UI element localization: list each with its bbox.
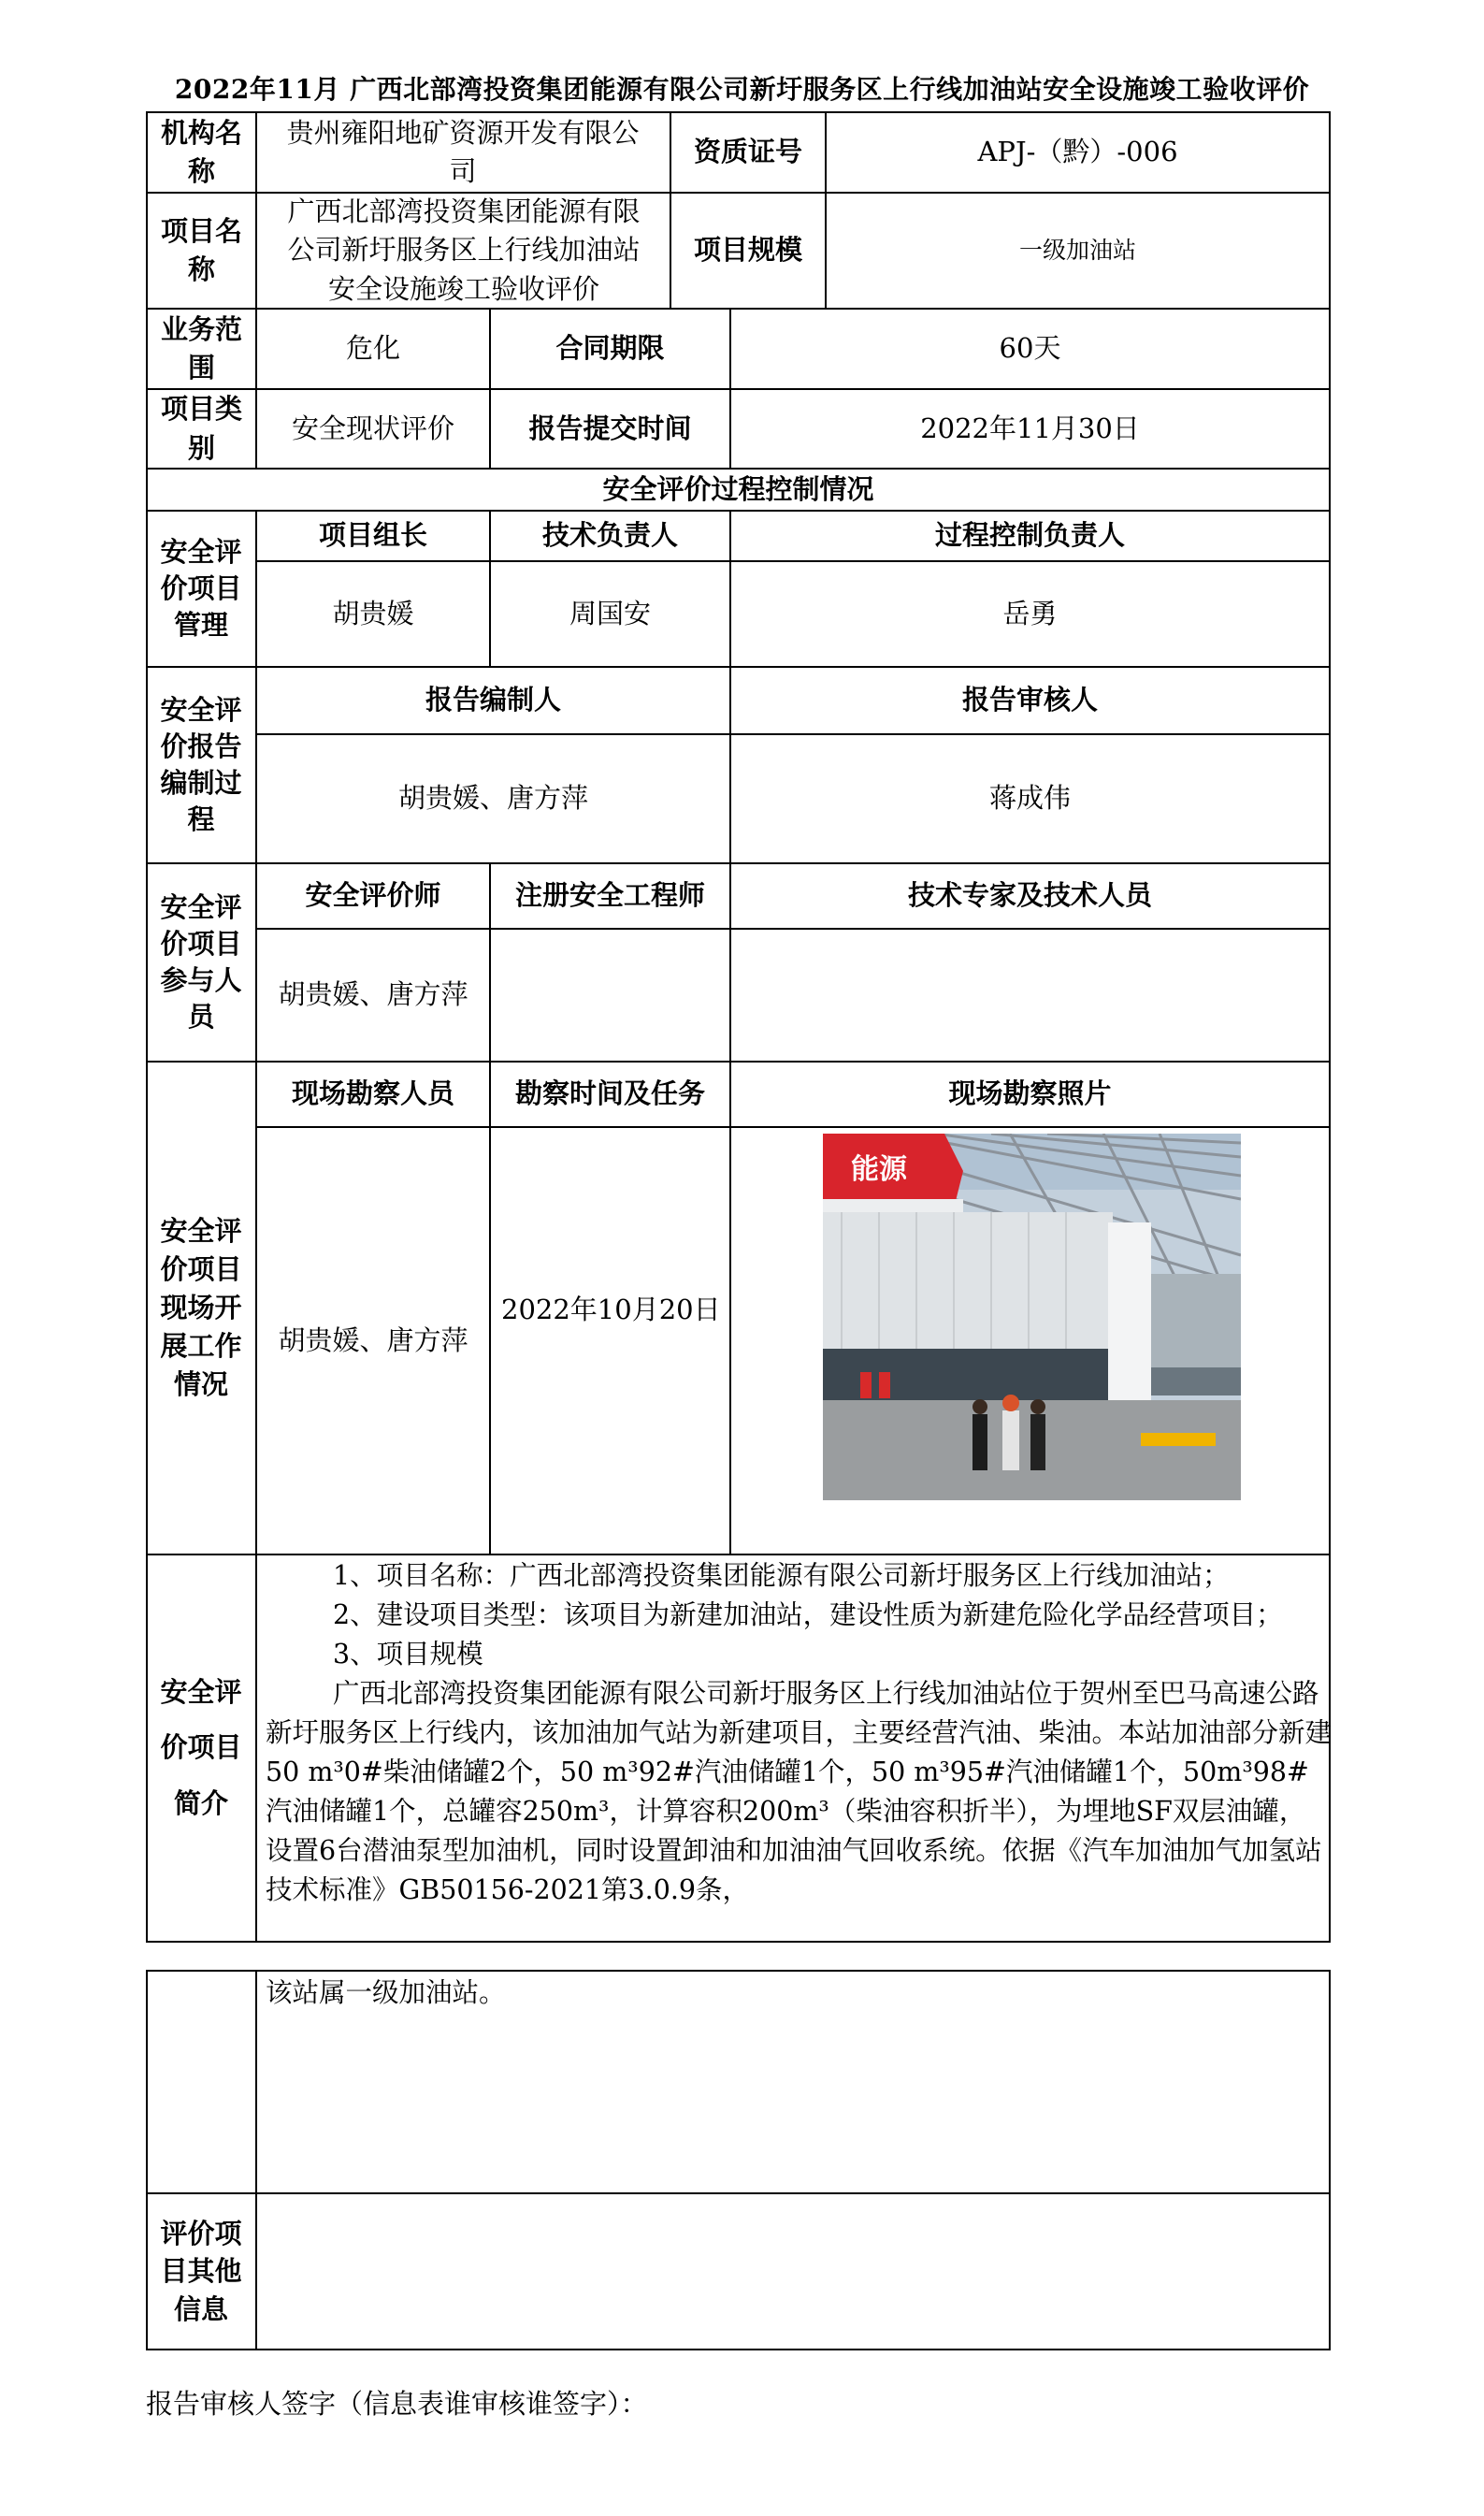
business-label: 业务范围	[160, 312, 242, 383]
other-label: 评价项目其他信息	[160, 2218, 242, 2325]
scale-label: 项目规模	[693, 234, 802, 267]
category-label: 项目类别	[160, 393, 242, 464]
scale-value: 一级加油站	[1018, 237, 1136, 265]
participants-h3: 技术专家及技术人员	[907, 879, 1152, 912]
site-label: 安全评价项目现场开展工作情况	[160, 1214, 242, 1401]
intro-p5: 该站属一级加油站。	[266, 1977, 506, 2008]
intro-p2: 2、建设项目类型：该项目为新建加油站，建设性质为新建危险化学品经营项目；	[333, 1599, 1283, 1630]
site-h3: 现场勘察照片	[948, 1077, 1112, 1110]
compile-h2: 报告审核人	[961, 684, 1098, 716]
page-title: 2022年11月 广西北部湾投资集团能源有限公司新圩服务区上行线加油站安全设施竣工验收评价	[174, 74, 1310, 105]
management-h1: 项目组长	[318, 519, 427, 552]
management-v3: 岳勇	[1002, 597, 1058, 629]
intro-text	[266, 1556, 1332, 1910]
project-label: 项目名称	[160, 214, 242, 285]
org-value: 贵州雍阳地矿资源开发有限公司	[286, 116, 640, 187]
category-value: 安全现状评价	[291, 412, 454, 444]
reviewer-signature-label: 报告审核人签字（信息表谁审核谁签字）：	[146, 2388, 648, 2420]
org-label: 机构名称	[160, 116, 242, 187]
submit-label: 报告提交时间	[528, 412, 692, 444]
participants-label: 安全评价项目参与人员	[160, 890, 242, 1034]
qualification-label: 资质证号	[693, 136, 802, 168]
other-value	[257, 2194, 1329, 2349]
site-h1: 现场勘察人员	[291, 1077, 454, 1110]
compile-v1: 胡贵媛、唐方萍	[397, 782, 588, 815]
site-photo	[823, 1134, 1241, 1500]
site-h2: 勘察时间及任务	[514, 1077, 705, 1110]
management-v2: 周国安	[569, 597, 651, 629]
business-value: 危化	[345, 332, 400, 365]
intro-continued	[266, 1974, 1332, 2013]
period-label: 合同期限	[555, 332, 665, 365]
participants-h1: 安全评价师	[305, 879, 441, 912]
intro-label: 安全评价项目简介	[160, 1675, 242, 1819]
management-h2: 技术负责人	[541, 519, 678, 552]
participants-v1: 胡贵媛、唐方萍	[278, 978, 468, 1011]
intro-p4: 广西北部湾投资集团能源有限公司新圩服务区上行线加油站位于贺州至巴马高速公路新圩服务区上行线内，该加油加气站为新建项目，主要经营汽油、柴油。本站加油部分新建50 m³0#柴油储罐2个，50 m³92#汽油储罐1个，50 m³95#汽油储罐1个，50m³98#汽油储罐1个，总罐容250m³，计算容积200m³（柴油容积折半），为埋地SF双层油罐，设置6台潜油泵型加油机，同时设置卸油和加油油气回收系统。依据《汽车加油加气加氢站技术标准》GB50156-2021第3.0.9条，	[266, 1678, 1333, 1905]
participants-v2	[491, 930, 729, 1061]
compile-h1: 报告编制人	[425, 684, 561, 716]
intro-p3: 3、项目规模	[333, 1639, 483, 1670]
qualification-value: APJ-（黔）-006	[977, 136, 1178, 168]
intro-p1: 1、项目名称：广西北部湾投资集团能源有限公司新圩服务区上行线加油站；	[333, 1560, 1230, 1591]
submit-value: 2022年11月30日	[920, 412, 1140, 444]
compile-v2: 蒋成伟	[988, 782, 1071, 815]
period-value: 60天	[999, 332, 1061, 365]
project-value: 广西北部湾投资集团能源有限公司新圩服务区上行线加油站安全设施竣工验收评价	[287, 195, 641, 305]
compile-label: 安全评价报告编制过程	[160, 693, 242, 836]
site-v1: 胡贵媛、唐方萍	[278, 1323, 468, 1356]
participants-h2: 注册安全工程师	[514, 879, 705, 912]
photo-sign: 能源	[851, 1153, 907, 1186]
management-label: 安全评价项目管理	[160, 535, 242, 642]
site-v2: 2022年10月20日	[501, 1294, 721, 1325]
management-v1: 胡贵媛	[332, 597, 414, 629]
management-h3: 过程控制负责人	[934, 519, 1125, 552]
process-header: 安全评价过程控制情况	[602, 472, 874, 505]
participants-v3	[731, 930, 1329, 1061]
